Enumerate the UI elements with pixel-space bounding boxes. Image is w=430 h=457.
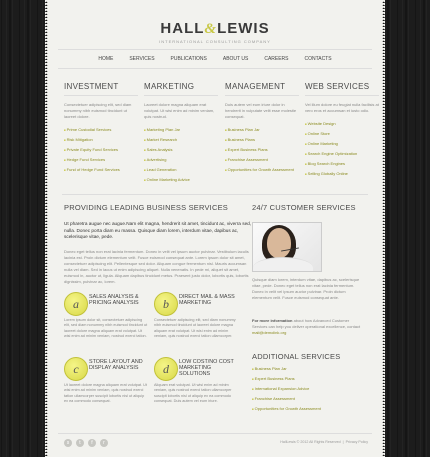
copyright-text: HallLewis © 2012 All Rights Reserved [280,440,341,444]
list-item[interactable]: ■ Blog Search Engines [305,159,379,169]
footer [58,433,372,450]
feature-title[interactable]: DIRECT MAIL & MASS MARKETING [179,294,235,306]
column-list [64,125,138,175]
list-item[interactable]: ■ Expert Business Plans [225,145,299,155]
logo-name-left: HALL [160,20,205,37]
support-text: Quisque diam lorem, interdum vitae, dapibus ac, scelerisque vitae, pede. Donec eget tellus non erat lacinia fermentum. Donec in velit vel ipsum auctor pulvinar. Proin dictum elementum velit. Fusce euismod consequat ante. [252,277,360,300]
list-item[interactable]: ■ Selling Globally Online [305,169,379,179]
nav-services[interactable]: SERVICES [129,56,155,62]
letter-badge-icon: d [154,357,178,381]
email-link[interactable]: mail@demolink.org [252,330,287,335]
column-list [305,119,379,179]
facebook-icon[interactable]: f [88,439,96,447]
more-info [252,318,362,336]
column-text: Vel illum dolore eu feugiat nulla facilisis at vero eros et accumsan et iusto odio. [305,102,379,113]
column-management [225,82,299,175]
list-item[interactable]: ■ Market Research [144,135,218,145]
list-item[interactable]: ■ Advertising [144,155,218,165]
feature-text: Lorem ipsum dolor sit, consectetuer adipiscing elit, sed diam nonummy nibh euismod tincidunt ut laoreet dolore magna aliquam erat volutpat. Ut wisi enim ad minim veniam, nostrud exerci tation. [64,318,148,339]
logo-name-right: LEWIS [217,20,270,37]
feature-text: Ut laoreet dolore magna aliquam erat volutpat. Ut wisi enim ad minim veniam, quis nostrud exerci tation ullamcorper suscipit lobortis nisl ut aliquip ex ea commodo consequat. [64,383,147,404]
column-text: Laoreet dolore magna aliquam erat volutpat. Ut wisi enim ad minim veniam, quis nostrud. [144,102,215,119]
letter-badge-icon: c [64,357,88,381]
column-list [225,125,299,175]
list-item[interactable]: ■ Expert Business Plans [252,374,364,384]
nav-publications[interactable]: PUBLICATIONS [170,56,207,62]
privacy-link[interactable]: Privacy Policy [345,440,368,444]
logo[interactable] [48,20,382,44]
list-item[interactable]: ■ Opportunities for Growth Assessment [252,404,364,414]
feature-text: Aliquam erat volutpat. Ut wisi enim ad minim veniam, quis nostrud exerci tation ullamcorper suscipit lobortis nisl ut aliquip ex ea commodo consequat. Duis autem vel eum iriure. [154,383,232,404]
list-item[interactable]: ■ Risk Mitigation [64,135,138,145]
logo-tagline: INTERNATIONAL CONSULTING COMPANY [159,39,271,44]
list-item[interactable]: ■ Opportunities for Growth Assessment [225,165,299,175]
list-item[interactable]: ■ Online Marketing Advice [144,175,218,185]
page [48,0,382,457]
list-item[interactable]: ■ Business Plans [225,135,299,145]
list-item[interactable]: ■ Website Design [305,119,379,129]
column-text: Consectetuer adipiscing elit, sed diam nonummy nibh euismod tincidunt ut laoreet dolore. [64,102,132,119]
logo-ampersand: & [204,21,218,37]
feature-title[interactable]: SALES ANALYSIS & PRICING ANALYSIS [89,294,139,306]
main-title: PROVIDING LEADING BUSINESS SERVICES [64,203,228,212]
list-item[interactable]: ■ Business Plan Jar [252,364,364,374]
column-investment [64,82,138,175]
column-title: MARKETING [144,82,218,96]
list-item[interactable]: ■ Online Marketing [305,139,379,149]
rss-icon[interactable]: r [100,439,108,447]
additional-list [252,364,364,414]
list-item[interactable]: ■ Franchise Assessment [225,155,299,165]
twitter-icon[interactable]: t [76,439,84,447]
main-body: Donec eget tellus non erat lacinia fermentum. Donec in velit vel ipsum auctor pulvinar. Vestibulum iaculis lacinia est. Proin dictum elementum velit. Fusce euismod consequat ante. Lorem ipsum dolor sit amet, consectetuer adipiscing elit. Pellentesque sed dolor. Aliquam congue fermentum nisl. Mauris accumsan nulla vel diam. Sed in lacus ut enim adipiscing aliquet. Nulla venenatis. In pede mi, aliquet sit amet, euismod in, auctor ut, ligula. Aliquam dapibus tincidunt metus. Praesent justo dolor, lobortis quis, lobortis dignissim, pulvinar ac, lorem. [64,249,249,284]
feature-title[interactable]: STORE LAYOUT AND DISPLAY ANALYSIS [89,359,143,371]
list-item[interactable]: ■ Private Equity Fund Services [64,145,138,155]
list-item[interactable]: ■ Hedge Fund Services [64,155,138,165]
letter-badge-icon: b [154,292,178,316]
column-title: MANAGEMENT [225,82,299,96]
letter-badge-icon: a [64,292,88,316]
nav-home[interactable]: HOME [98,56,114,62]
column-marketing [144,82,218,185]
support-title: 24/7 CUSTOMER SERVICES [252,203,356,212]
support-photo [252,222,322,272]
column-title: INVESTMENT [64,82,138,96]
main-nav [58,49,372,69]
skype-icon[interactable]: s [64,439,72,447]
column-web-services [305,82,379,179]
column-title: WEB SERVICES [305,82,379,96]
nav-contacts[interactable]: CONTACTS [304,56,332,62]
main-lead: Ut pharetra augue nec augue.Nam elit magna, hendrerit sit amet, tincidunt ac, viverra sed, nulla. Donec porta diam eu massa. Quisque diam lorem, interdum vitae, dapibus ac, scelerisque vitae, pede. [64,221,252,239]
divider [62,194,368,195]
list-item[interactable]: ■ Fund of Hedge Fund Services [64,165,138,175]
list-item[interactable]: ■ Prime Custodial Services [64,125,138,135]
list-item[interactable]: ■ Lead Generation [144,165,218,175]
nav-about-us[interactable]: ABOUT US [222,56,249,62]
copyright: HallLewis © 2012 All Rights Reserved | Privacy Policy [280,440,368,444]
list-item[interactable]: ■ Business Plan Jar [225,125,299,135]
list-item[interactable]: ■ Sales Analysis [144,145,218,155]
feature-text: Consectetuer adipiscing elit, sed diam nonummy nibh euismod tincidunt ut laoreet dolore magna aliquam erat volutpat. Ut wisi enim ad minim veniam, quis nostrud exerci tation ullamcorper. [154,318,236,339]
list-item[interactable]: ■ Franchise Assessment [252,394,364,404]
list-item[interactable]: ■ International Expansion Advice [252,384,364,394]
list-item[interactable]: ■ Online Store [305,129,379,139]
more-info-label: For more information [252,318,293,323]
feature-title[interactable]: LOW COST/NO COST MARKETING SOLUTIONS [179,359,234,377]
nav-careers[interactable]: CAREERS [264,56,289,62]
column-text: Duis autem vel eum iriure dolor in hendrerit in vulputate velit esse molestie consequat. [225,102,297,119]
additional-title: ADDITIONAL SERVICES [252,352,341,361]
list-item[interactable]: ■ Search Engine Optimization [305,149,379,159]
more-info-text: about how Advanced Customer Services can help you deliver operational excellence, contact [252,318,361,329]
list-item[interactable]: ■ Marketing Plan Jar [144,125,218,135]
column-list [144,125,218,185]
